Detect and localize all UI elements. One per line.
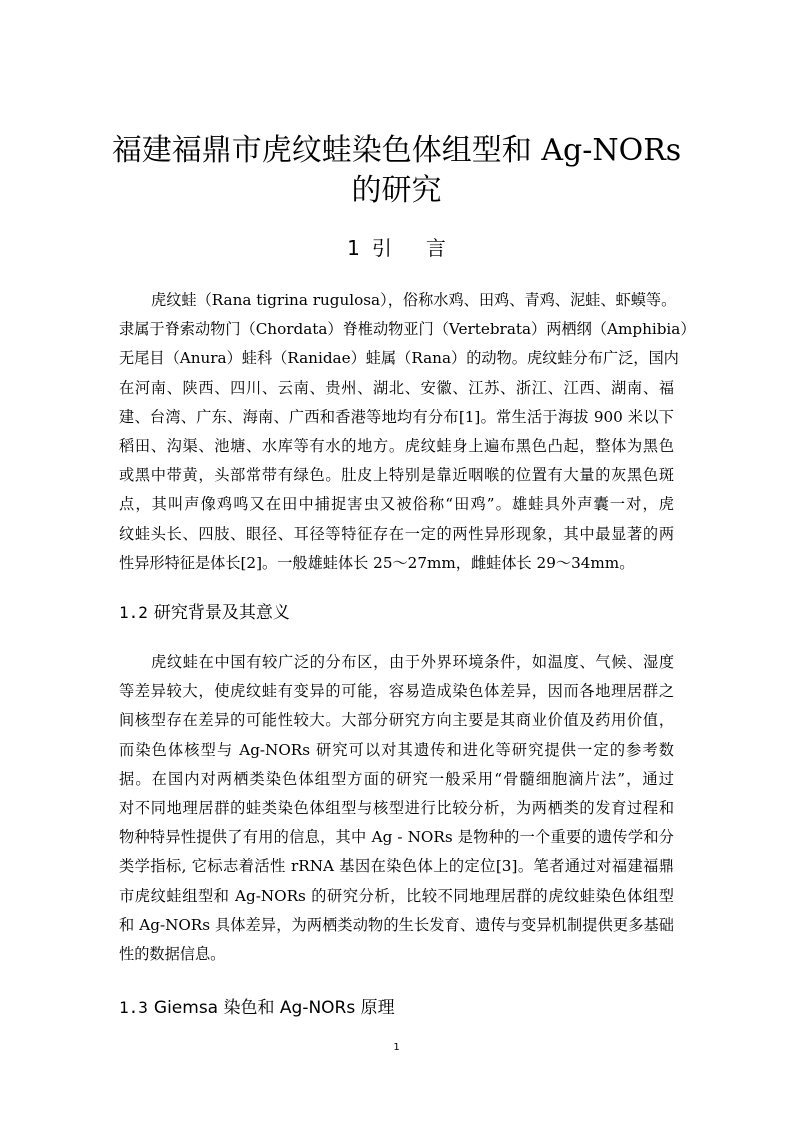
section-heading-principles bbox=[119, 996, 395, 1020]
paragraph-line: 市虎纹蛙组型和 Ag-NORs 的研究分析，比较不同地理居群的虎纹蛙染色体组型 bbox=[119, 886, 674, 905]
section-number: 1.2 bbox=[119, 603, 148, 622]
section-title: 研究背景及其意义 bbox=[153, 603, 290, 623]
paragraph-line: 类学指标, 它标志着活性 rRNA 基因在染色体上的定位[3]。笔者通过对福建福鼎 bbox=[119, 857, 674, 876]
section-heading-background bbox=[119, 601, 290, 625]
paragraph-line: 虎纹蛙（Rana tigrina rugulosa），俗称水鸡、田鸡、青鸡、泥蛙、虾蟆等。 bbox=[151, 291, 677, 309]
paragraph-line: 或黑中带黄，头部常带有绿色。肚皮上特别是靠近咽喉的位置有大量的灰黑色斑 bbox=[119, 466, 674, 485]
section-title: Giemsa 染色和 Ag-NORs 原理 bbox=[153, 998, 395, 1018]
paragraph-introduction bbox=[119, 286, 696, 578]
paragraph-line: 建、台湾、广东、海南、广西和香港等地均有分布[1]。常生活于海拔 900 米以下 bbox=[119, 407, 674, 426]
paragraph-line: 稻田、沟渠、池塘、水库等有水的地方。虎纹蛙身上遍布黑色凸起，整体为黑色 bbox=[119, 436, 674, 455]
paragraph-line: 纹蛙头长、四肢、眼径、耳径等特征存在一定的两性异形现象，其中最显著的两 bbox=[119, 524, 674, 543]
section-heading-introduction bbox=[0, 234, 793, 262]
document-title-line-2: 的研究 bbox=[351, 173, 442, 208]
paragraph-line: 性异形特征是体长[2]。一般雄蛙体长 25～27mm，雌蛙体长 29～34mm。 bbox=[119, 553, 635, 572]
section-number: 1 bbox=[347, 236, 360, 260]
page-number: 1 bbox=[393, 1042, 400, 1053]
paragraph-line: 和 Ag-NORs 具体差异，为两栖类动物的生长发育、遗传与变异机制提供更多基础 bbox=[119, 915, 674, 934]
paragraph-line: 无尾目（Anura）蛙科（Ranidae）蛙属（Rana）的动物。虎纹蛙分布广泛，国内 bbox=[119, 349, 679, 368]
paragraph-line: 虎纹蛙在中国有较广泛的分布区，由于外界环境条件，如温度、气候、湿度 bbox=[151, 653, 674, 671]
section-number: 1.3 bbox=[119, 998, 148, 1017]
paragraph-line: 对不同地理居群的蛙类染色体组型与核型进行比较分析，为两栖类的发育过程和 bbox=[119, 798, 674, 817]
section-title-part-1: 引 bbox=[371, 236, 392, 260]
paragraph-line: 据。在国内对两栖类染色体组型方面的研究一般采用“骨髓细胞滴片法”，通过 bbox=[119, 769, 674, 788]
paragraph-line: 等差异较大，使虎纹蛙有变异的可能，容易造成染色体差异，因而各地理居群之 bbox=[119, 682, 674, 701]
paragraph-line: 而染色体核型与 Ag-NORs 研究可以对其遗传和进化等研究提供一定的参考数 bbox=[119, 740, 674, 759]
paragraph-line: 在河南、陕西、四川、云南、贵州、湖北、安徽、江苏、浙江、江西、湖南、福 bbox=[119, 378, 674, 397]
section-title-part-2: 言 bbox=[425, 236, 446, 260]
document-title-line-1: 福建福鼎市虎纹蛙染色体组型和 Ag-NORs bbox=[111, 133, 682, 168]
paragraph-line: 间核型存在差异的可能性较大。大部分研究方向主要是其商业价值及药用价值， bbox=[119, 711, 674, 730]
paragraph-line: 性的数据信息。 bbox=[119, 944, 226, 963]
paragraph-line: 隶属于脊索动物门（Chordata）脊椎动物亚门（Vertebrata）两栖纲（Amphibia） bbox=[119, 320, 696, 339]
paragraph-line: 点，其叫声像鸡鸣又在田中捕捉害虫又被俗称“田鸡”。雄蛙具外声囊一对，虎 bbox=[119, 495, 674, 514]
paragraph-background bbox=[119, 648, 674, 969]
paragraph-line: 物种特异性提供了有用的信息，其中 Ag - NORs 是物种的一个重要的遗传学和分 bbox=[119, 828, 674, 847]
